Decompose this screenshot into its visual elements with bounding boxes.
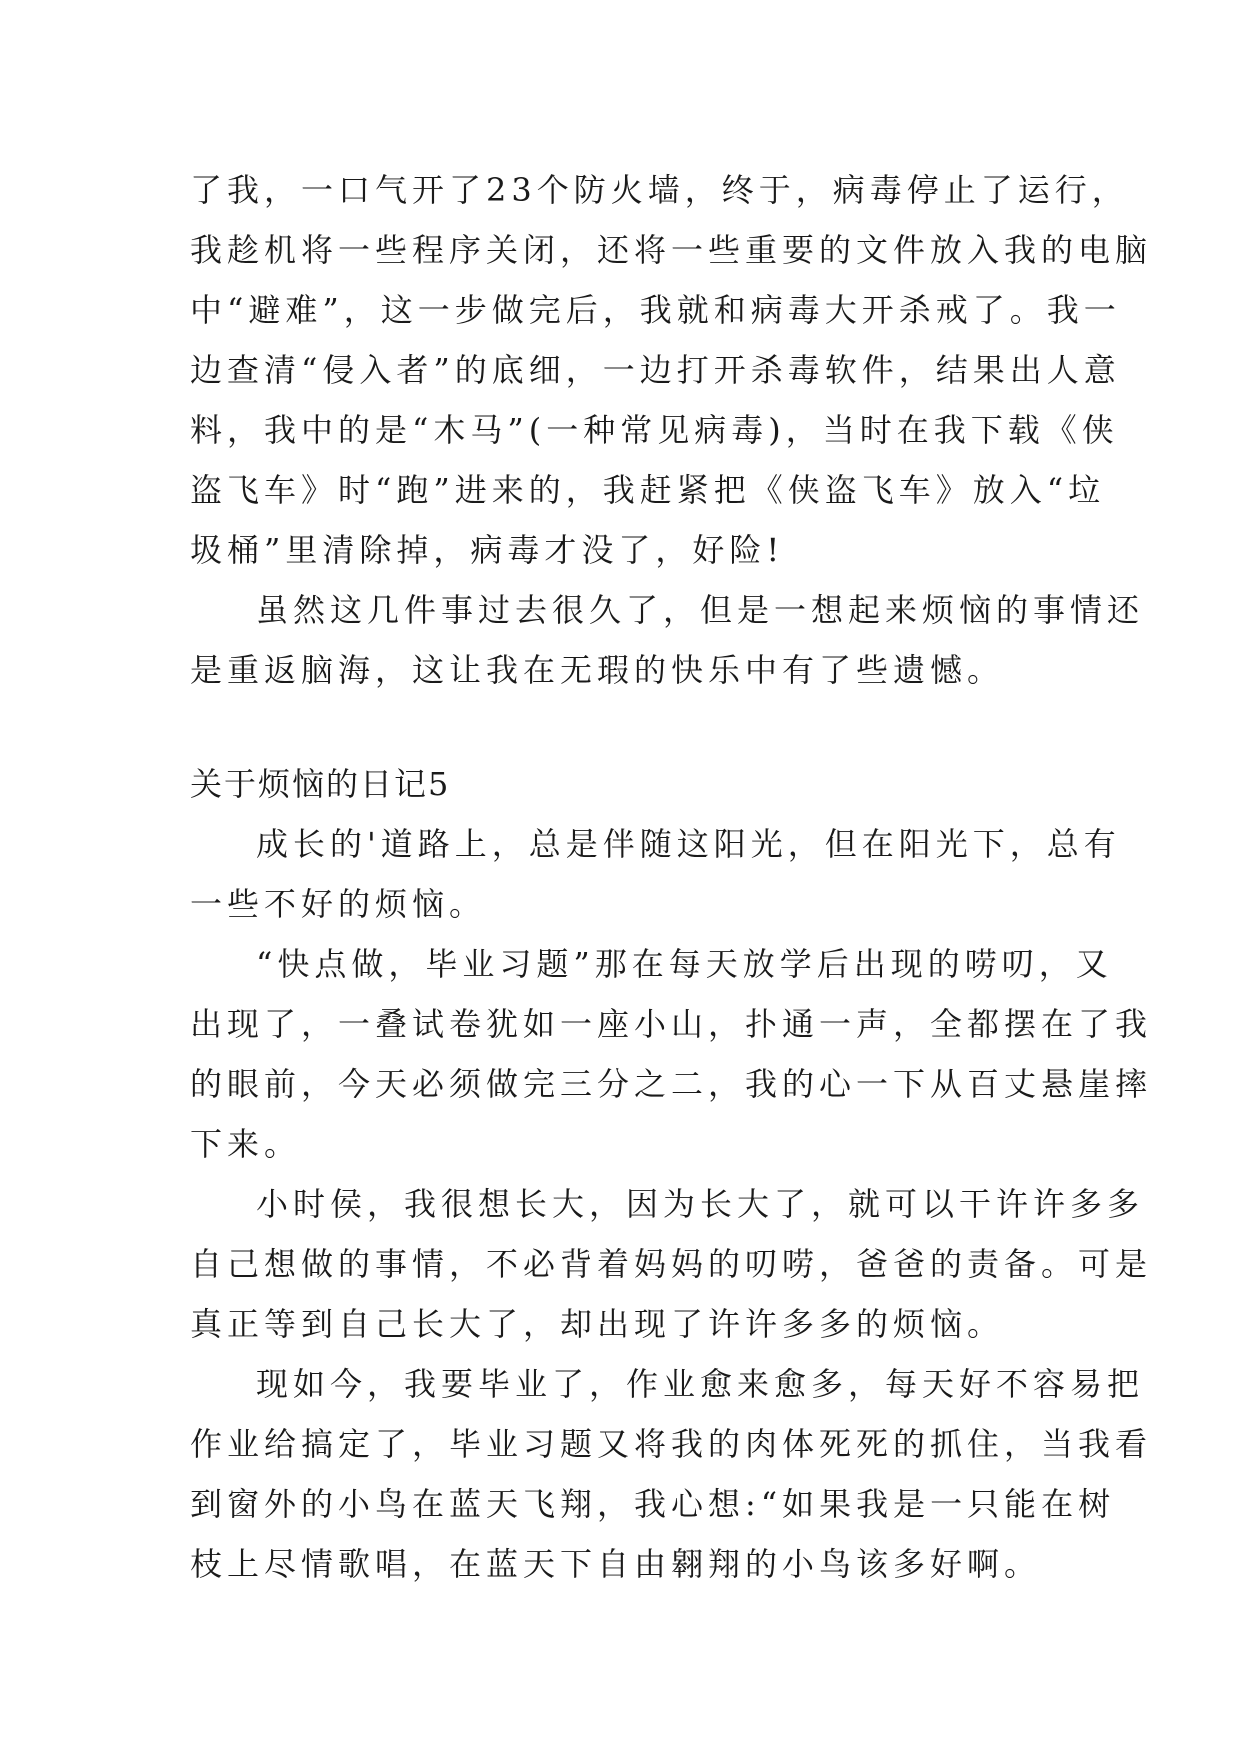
paragraph-line: 盗飞车》时“跑”进来的，我赶紧把《侠盗飞车》放入“垃 [190, 471, 1106, 509]
paragraph-line: 真正等到自己长大了，却出现了许许多多的烦恼。 [190, 1305, 1005, 1343]
paragraph [190, 160, 1153, 580]
paragraph-line: 边查清“侵入者”的底细，一边打开杀毒软件，结果出人意 [190, 351, 1121, 389]
paragraph-line: 作业给搞定了，毕业习题又将我的肉体死死的抓住，当我看 [190, 1425, 1153, 1463]
paragraph-line: 一些不好的烦恼。 [190, 885, 487, 923]
paragraph-line: 了我，一口气开了23个防火墙，终于，病毒停止了运行， [190, 171, 1129, 209]
paragraph [190, 1174, 1153, 1354]
paragraph [190, 580, 1145, 700]
paragraph-line: 出现了，一叠试卷犹如一座小山，扑通一声，全都摆在了我 [190, 1005, 1153, 1043]
paragraph-line: 虽然这几件事过去很久了，但是一想起来烦恼的事情还 [256, 591, 1145, 629]
paragraph-line: 是重返脑海，这让我在无瑕的快乐中有了些遗憾。 [190, 651, 1005, 689]
paragraph-line: 到窗外的小鸟在蓝天飞翔，我心想:“如果我是一只能在树 [190, 1485, 1116, 1523]
document-page [190, 160, 1153, 1594]
paragraph-line: 小时侯，我很想长大，因为长大了，就可以干许许多多 [256, 1185, 1145, 1223]
paragraph-line: 料，我中的是“木马”(一种常见病毒)，当时在我下载《侠 [190, 411, 1119, 449]
paragraph-line: “快点做，毕业习题”那在每天放学后出现的唠叨，又 [256, 945, 1113, 983]
paragraph-line: 自己想做的事情，不必背着妈妈的叨唠，爸爸的责备。可是 [190, 1245, 1153, 1283]
paragraph-line: 成长的'道路上，总是伴随这阳光，但在阳光下，总有 [256, 825, 1121, 863]
paragraph-line: 我趁机将一些程序关闭，还将一些重要的文件放入我的电脑 [190, 231, 1153, 269]
paragraph-line: 下来。 [190, 1125, 302, 1163]
paragraph [190, 814, 1121, 934]
paragraph-line: 中“避难”，这一步做完后，我就和病毒大开杀戒了。我一 [190, 291, 1121, 329]
paragraph-line: 现如今，我要毕业了，作业愈来愈多，每天好不容易把 [256, 1365, 1145, 1403]
paragraph-line: 的眼前，今天必须做完三分之二，我的心一下从百丈悬崖摔 [190, 1065, 1153, 1103]
paragraph [190, 934, 1153, 1174]
paragraph [190, 1354, 1153, 1594]
paragraph-line: 圾桶”里清除掉，病毒才没了，好险! [190, 531, 785, 569]
paragraph-line: 枝上尽情歌唱，在蓝天下自由翱翔的小鸟该多好啊。 [190, 1545, 1042, 1583]
section-title: 关于烦恼的日记5 [190, 765, 451, 803]
